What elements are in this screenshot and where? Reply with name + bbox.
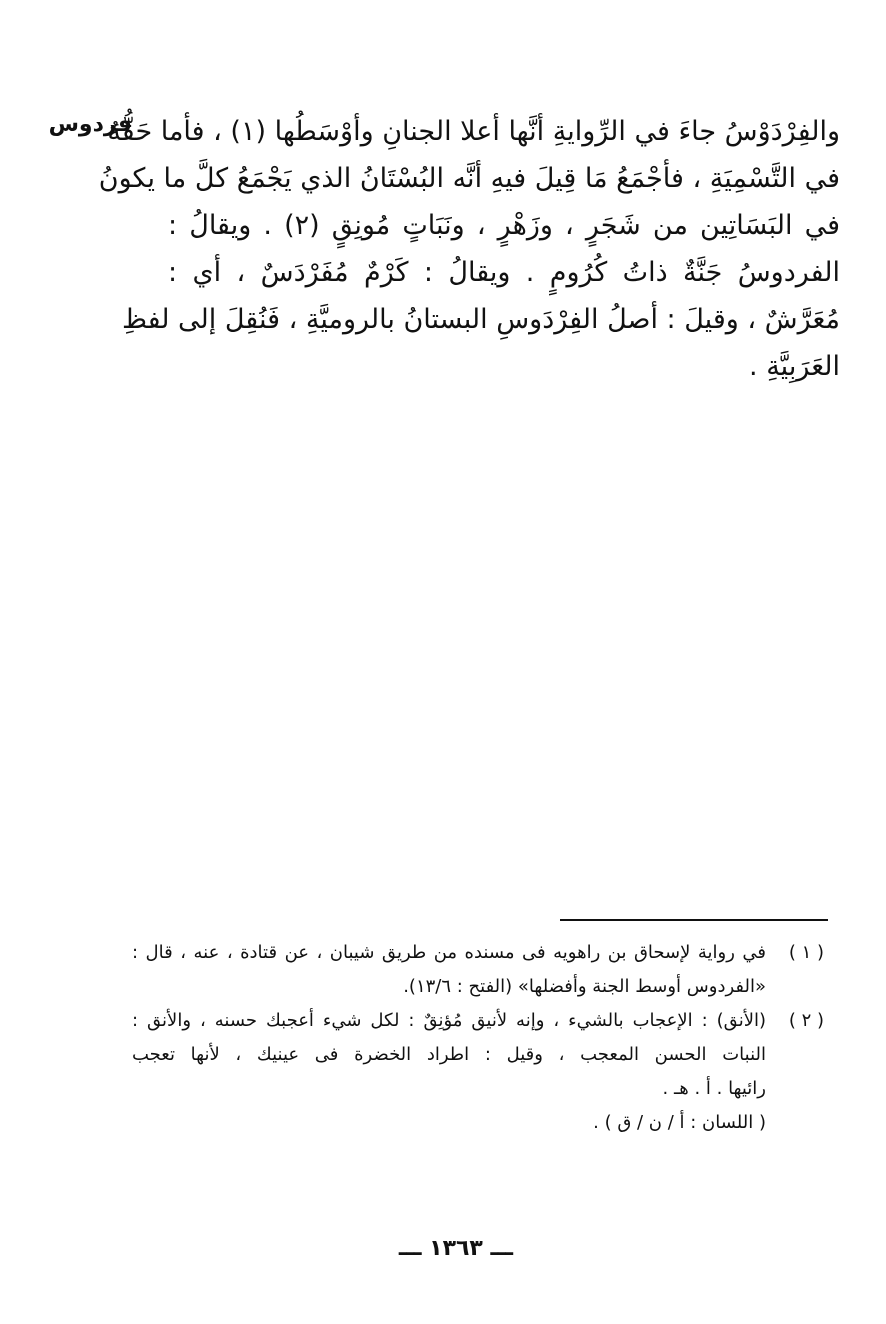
footnote-line: ( اللسان : أ / ن / ق ) . bbox=[593, 1112, 766, 1133]
main-text-line: مُعَرَّشٌ ، وقيلَ : أصلُ الفِرْدَوسِ البستانُ بالروميَّةِ ، فَنُقِلَ إلى لفظِ bbox=[121, 304, 840, 335]
footnote-line: في رواية لإسحاق بن راهويه فى مسنده من طريق شيبان ، عن قتادة ، عنه ، قال : bbox=[132, 942, 766, 963]
main-text-line: الفردوسُ جَنَّةٌ ذاتُ كُرُومٍ . ويقالُ : كَرْمٌ مُفَرْدَسٌ ، أي : bbox=[168, 257, 840, 288]
footnote-line: النبات الحسن المعجب ، وقيل : اطراد الخضرة فى عينيك ، لأنها تعجب bbox=[132, 1044, 766, 1065]
footnote-line: (الأنق) : الإعجاب بالشيء ، وإنه لأنيق مُؤنِقٌ : لكل شيء أعجبك حسنه ، والأنق : bbox=[132, 1010, 766, 1031]
footnote-2 bbox=[132, 1004, 824, 1140]
footnote-number: ( ٢ ) bbox=[788, 1010, 824, 1031]
footnote-1 bbox=[132, 936, 824, 1004]
main-text-line: في البَسَاتِين من شَجَرٍ ، وزَهْرٍ ، ونَبَاتٍ مُونِقٍ (٢) . ويقالُ : bbox=[168, 210, 840, 241]
margin-headword: فردوس bbox=[48, 112, 132, 137]
footnote-number: ( ١ ) bbox=[788, 942, 824, 963]
footnote-separator bbox=[560, 919, 828, 921]
footnotes-block bbox=[132, 936, 824, 1140]
main-text-line: والفِرْدَوْسُ جاءَ في الرِّوايةِ أنَّها أعلا الجنانِ وأوْسَطُها (١) ، فأما حَقُّهُ bbox=[107, 116, 840, 147]
footnote-line: رائيها . أ . هـ . bbox=[662, 1078, 766, 1099]
main-text-block bbox=[98, 108, 840, 390]
main-text-line: في التَّسْمِيَةِ ، فأجْمَعُ مَا قِيلَ فيهِ أنَّه البُسْتَانُ الذي يَجْمَعُ كلَّ ما يكونُ bbox=[98, 163, 840, 194]
main-text-line: العَرَبِيَّةِ . bbox=[749, 351, 840, 382]
page-number: ـــ ١٣٦٣ ـــ bbox=[398, 1236, 514, 1261]
footnote-line: «الفردوس أوسط الجنة وأفضلها» (الفتح : ١٣/٦). bbox=[403, 976, 766, 997]
